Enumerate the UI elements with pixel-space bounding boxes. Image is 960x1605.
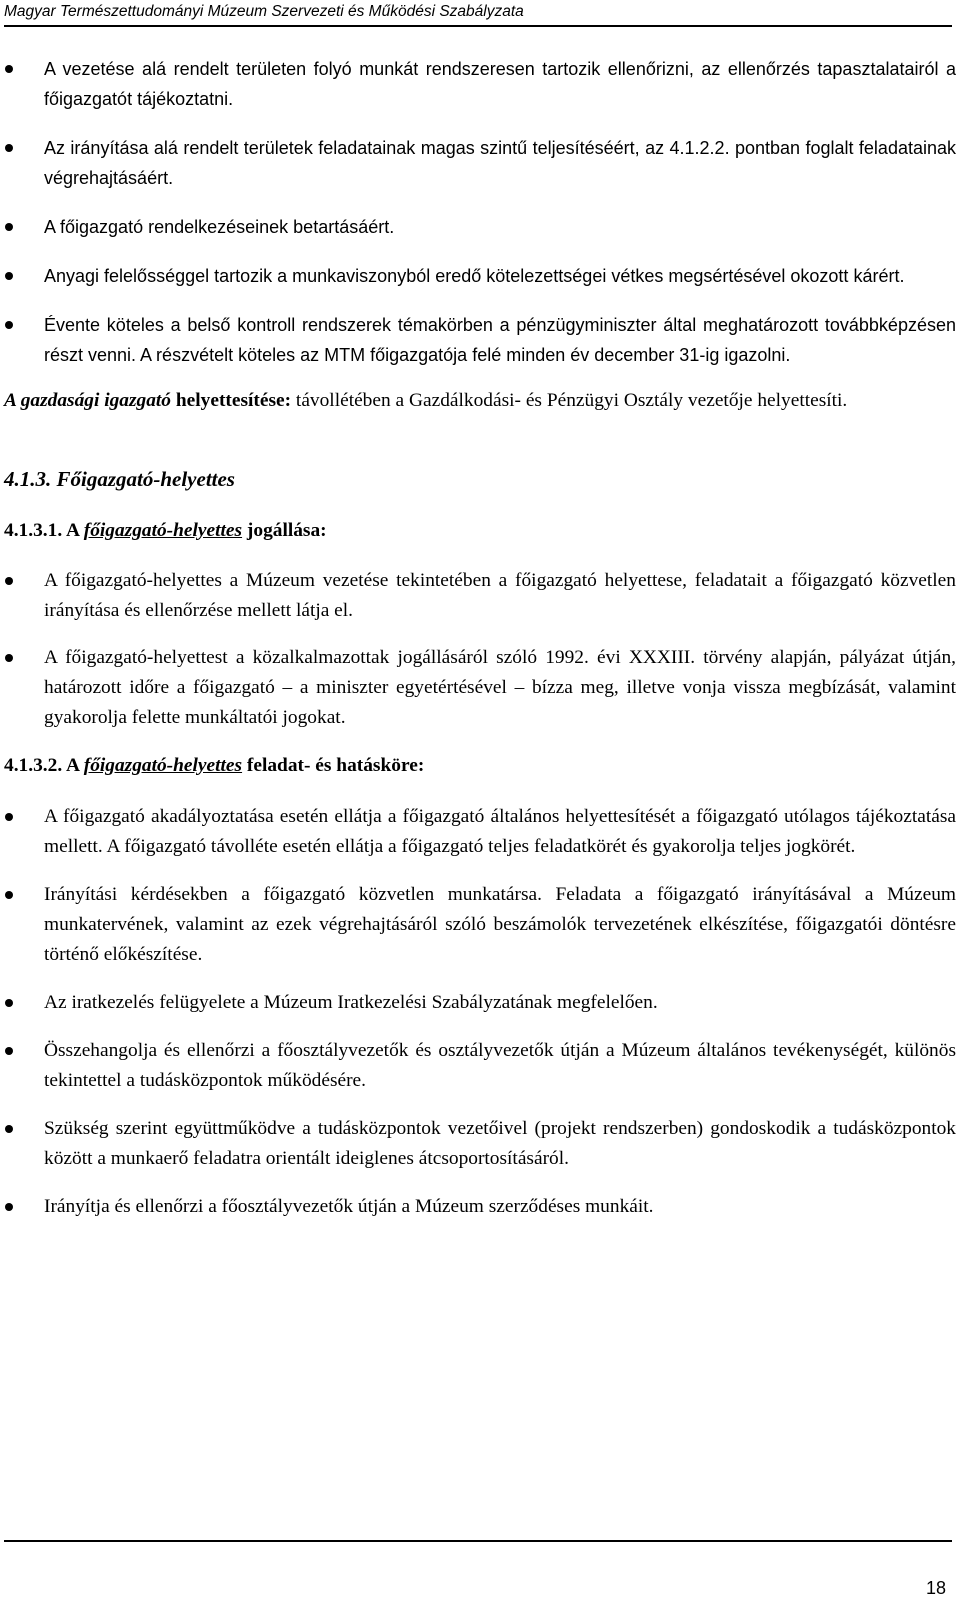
list-item — [0, 1114, 956, 1174]
subsection-rest: jogállása: — [242, 520, 327, 541]
duties-list — [0, 802, 960, 1222]
bullet-icon — [5, 321, 13, 329]
bullet-icon — [5, 891, 13, 899]
list-item-text: Az irányítása alá rendelt területek feladatainak magas szintű teljesítéséért, az 4.1.2.2. pontban foglalt feladatainak végrehajtásáért. — [44, 138, 956, 188]
bullet-icon — [5, 1047, 13, 1055]
list-item-text: A főigazgató rendelkezéseinek betartásáért. — [44, 217, 395, 237]
deputy-lead-label: helyettesítése: — [171, 390, 292, 411]
bullet-icon — [5, 65, 13, 73]
list-item — [0, 988, 956, 1018]
list-item-text: Anyagi felelősséggel tartozik a munkaviszonyból eredő kötelezettségei vétkes megsértésével okozott kárért. — [44, 266, 905, 286]
list-item-text: A főigazgató-helyettest a közalkalmazottak jogállásáról szóló 1992. évi XXXIII. törvény alapján, pályázat útján, határozott időre a főigazgató – a miniszter egyetértésével – bízza meg, illetve vonja vissza megbízását, valamint gyakorolja felette munkáltatói jogokat. — [44, 647, 956, 728]
list-item-text: Évente köteles a belső kontroll rendszerek témakörben a pénzügyminiszter által meghatározott továbbképzésen részt venni. A részvételt köteles az MTM főigazgatója felé minden év december 31-ig igazolni. — [44, 315, 956, 365]
list-item — [0, 1036, 956, 1096]
list-item — [0, 643, 956, 733]
list-item-text: A főigazgató akadályoztatása esetén ellátja a főigazgató általános helyettesítését a főigazgató utólagos tájékoztatása mellett. A főigazgató távolléte esetén ellátja a főigazgató teljes feladatkörét és gyakorolja teljes jogkörét. — [44, 806, 956, 857]
list-item-text: Irányítja és ellenőrzi a főosztályvezetők útján a Múzeum szerződéses munkáit. — [44, 1196, 654, 1217]
list-item-text: A vezetése alá rendelt területen folyó munkát rendszeresen tartozik ellenőrizni, az ellenőrzés tapasztalatairól a főigazgatót tájékoztatni. — [44, 59, 956, 109]
list-item — [0, 880, 956, 970]
list-item-text: Az iratkezelés felügyelete a Múzeum Iratkezelési Szabályzatának megfelelően. — [44, 992, 658, 1013]
deputy-text: távollétében a Gazdálkodási- és Pénzügyi Osztály vezetője helyettesíti. — [291, 390, 848, 411]
subsection-subject: főigazgató-helyettes — [83, 755, 243, 776]
page-number: 18 — [925, 1578, 946, 1598]
list-item — [0, 212, 956, 242]
list-item — [0, 1192, 956, 1222]
bullet-icon — [5, 654, 13, 662]
document-header — [4, 0, 952, 27]
footer-divider — [4, 1540, 952, 1542]
list-item — [0, 261, 956, 291]
bullet-icon — [5, 999, 13, 1007]
list-item — [0, 54, 956, 114]
list-item-text: Összehangolja és ellenőrzi a főosztályvezetők és osztályvezetők útján a Múzeum általános tevékenységét, különös tekintettel a tudásközpontok működésére. — [44, 1040, 956, 1091]
subsection-subject: főigazgató-helyettes — [83, 520, 243, 541]
subsection-number: 4.1.3.1. A — [4, 520, 84, 541]
section-heading-text: 4.1.3. Főigazgató-helyettes — [4, 467, 235, 491]
list-item — [0, 310, 956, 370]
bullet-icon — [5, 144, 13, 152]
subsection-heading-legal-status — [0, 516, 960, 546]
subsection-rest: feladat- és hatásköre: — [242, 755, 425, 776]
section-heading — [0, 464, 960, 494]
list-item-text: Szükség szerint együttműködve a tudásközpontok vezetőivel (projekt rendszerben) gondoskodik a tudásközpontok között a munkaerő feladatra orientált ideiglenes átcsoportosításáról. — [44, 1118, 956, 1169]
bullet-icon — [5, 1203, 13, 1211]
page-content — [0, 54, 960, 1222]
deputy-lead: A gazdasági igazgató — [4, 390, 172, 411]
bullet-icon — [5, 813, 13, 821]
bullet-icon — [5, 223, 13, 231]
legal-status-list — [0, 566, 960, 733]
list-item-text: A főigazgató-helyettes a Múzeum vezetése tekintetében a főigazgató helyettese, feladatait a főigazgató közvetlen irányítása és ellenőrzése mellett látja el. — [44, 570, 956, 621]
list-item — [0, 566, 956, 626]
list-item-text: Irányítási kérdésekben a főigazgató közvetlen munkatársa. Feladata a főigazgató irányításával a Múzeum munkatervének, valamint az ezek végrehajtásáról szóló beszámolók tervezetének elkészítése, főigazgatói döntésre történő előkészítése. — [44, 884, 956, 965]
header-title: Magyar Természettudományi Múzeum Szervezeti és Működési Szabályzata — [4, 3, 524, 20]
list-item — [0, 133, 956, 193]
deputy-paragraph — [0, 386, 956, 416]
bullet-icon — [5, 272, 13, 280]
list-item — [0, 802, 956, 862]
bullet-icon — [5, 577, 13, 585]
subsection-number: 4.1.3.2. A — [4, 755, 84, 776]
intro-bullet-list — [0, 54, 960, 370]
bullet-icon — [5, 1125, 13, 1133]
subsection-heading-duties — [0, 751, 960, 781]
